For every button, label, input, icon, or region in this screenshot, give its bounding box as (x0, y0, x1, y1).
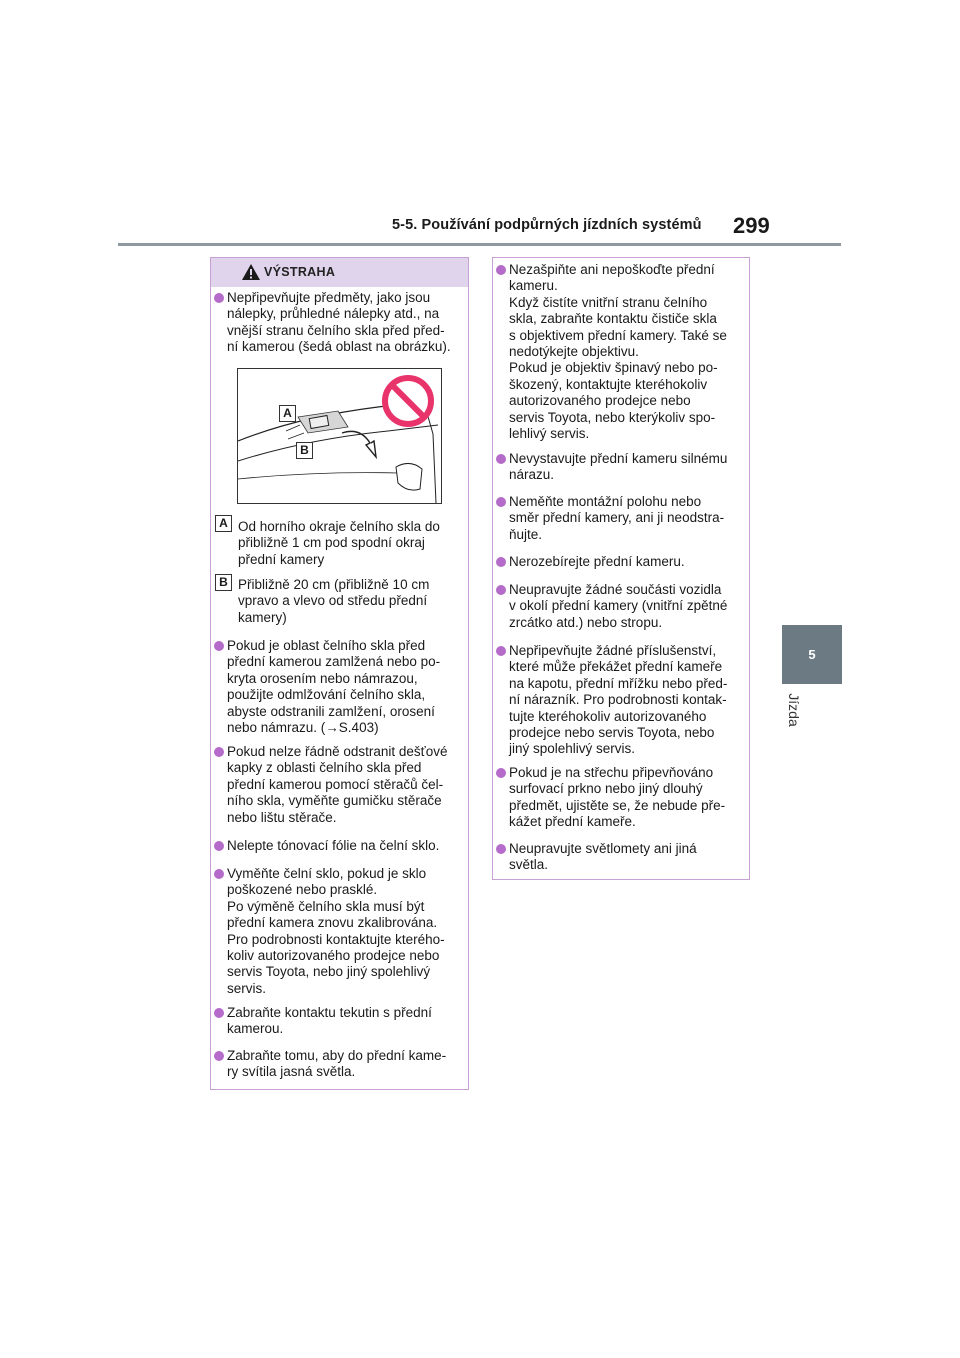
bullet-icon (496, 454, 506, 464)
bullet-icon (496, 768, 506, 778)
bullet-icon (214, 869, 224, 879)
bullet-icon (214, 641, 224, 651)
bullet-icon (214, 293, 224, 303)
warning-triangle-icon (241, 263, 261, 281)
bullet-icon (496, 585, 506, 595)
header-rule (118, 243, 841, 246)
list-item: Nevystavujte přední kameru silnému nárazu. (509, 451, 727, 484)
list-item: Vyměňte čelní sklo, pokud je sklo poškozené nebo prasklé. Po výměně čelního skla musí být přední kamera znovu zkalibrována. Pro podrobnosti kontaktujte kterého- koliv autorizovaného prodejce nebo servis Toyota, nebo jiný spolehlivý servis. (227, 866, 445, 997)
note-label-b: B (215, 574, 232, 591)
list-item: Nepřipevňujte předměty, jako jsou nálepky, průhledné nálepky atd., na vnější stranu čelního skla před před- ní kamerou (šedá oblast na obrázku). (227, 290, 451, 356)
bullet-icon (496, 844, 506, 854)
chapter-tab (782, 625, 842, 684)
chapter-label: Jízda (786, 693, 802, 727)
list-item: Pokud je oblast čelního skla před přední kamerou zamlžená nebo po- kryta orosením nebo námrazou, použijte odmlžování čelního skla, abyste odstranili zamlžení, orosení nebo námrazu. (→S.403) (227, 638, 440, 736)
figure-label-a: A (279, 405, 296, 422)
bullet-icon (214, 1008, 224, 1018)
windshield-illustration (238, 369, 441, 503)
bullet-icon (496, 557, 506, 567)
bullet-icon (496, 497, 506, 507)
windshield-camera-figure (237, 368, 442, 504)
list-item: Nepřipevňujte žádné příslušenství, které může překážet přední kameře na kapotu, přední mřížku nebo před- ní nárazník. Pro podrobnosti kontak- tujte kteréhokoliv autorizovaného prodejce nebo servis Toyota, nebo jiný spolehlivý servis. (509, 643, 727, 758)
list-item: Zabraňte tomu, aby do přední kame- ry svítila jasná světla. (227, 1048, 446, 1081)
note-a: Od horního okraje čelního skla do přibližně 1 cm pod spodní okraj přední kamery (238, 519, 440, 567)
list-item: Pokud nelze řádně odstranit dešťové kapky z oblasti čelního skla před přední kamerou pomocí stěračů čel- ního skla, vyměňte gumičku stěrače nebo lištu stěrače. (227, 744, 447, 826)
list-item: Zabraňte kontaktu tekutin s přední kamerou. (227, 1005, 432, 1038)
section-title: 5-5. Používání podpůrných jízdních systémů (392, 217, 702, 233)
no-entry-icon (385, 378, 431, 424)
note-label-a: A (215, 515, 232, 532)
list-item: Neupravujte žádné součásti vozidla v okolí přední kamery (vnitřní zpětné zrcátko atd.) nebo stropu. (509, 582, 727, 631)
bullet-icon (496, 646, 506, 656)
bullet-icon (214, 1051, 224, 1061)
chapter-label-wrap (786, 688, 800, 732)
list-item: Neupravujte světlomety ani jiná světla. (509, 841, 697, 874)
list-item: Pokud je na střechu připevňováno surfovací prkno nebo jiný dlouhý předmět, ujistěte se, že nebude pře- kážet přední kameře. (509, 765, 725, 831)
figure-label-b: B (296, 442, 313, 459)
list-item: Nelepte tónovací fólie na čelní sklo. (227, 838, 439, 854)
chapter-number: 5 (808, 647, 816, 662)
warning-header (211, 258, 468, 287)
warning-title: VÝSTRAHA (264, 265, 336, 279)
list-item: Nezašpiňte ani nepoškoďte přední kameru. Když čistíte vnitřní stranu čelního skla, zabraňte kontaktu čističe skla s objektivem přední kamery. Také se nedotýkejte objektivu. Pokud je objektiv špinavý nebo po- škozený, kontaktujte kteréhokoliv autorizovaného prodejce nebo servis Toyota, nebo kterýkoliv spo- lehlivý servis. (509, 262, 727, 442)
bullet-icon (214, 747, 224, 757)
page-number: 299 (733, 213, 770, 238)
bullet-icon (496, 265, 506, 275)
bullet-icon (214, 841, 224, 851)
list-item: Nerozebírejte přední kameru. (509, 554, 685, 570)
list-item: Neměňte montážní polohu nebo směr přední kamery, ani ji neodstra- ňujte. (509, 494, 724, 543)
note-b: Přibližně 20 cm (přibližně 10 cm vpravo a vlevo od středu přední kamery) (238, 577, 430, 625)
